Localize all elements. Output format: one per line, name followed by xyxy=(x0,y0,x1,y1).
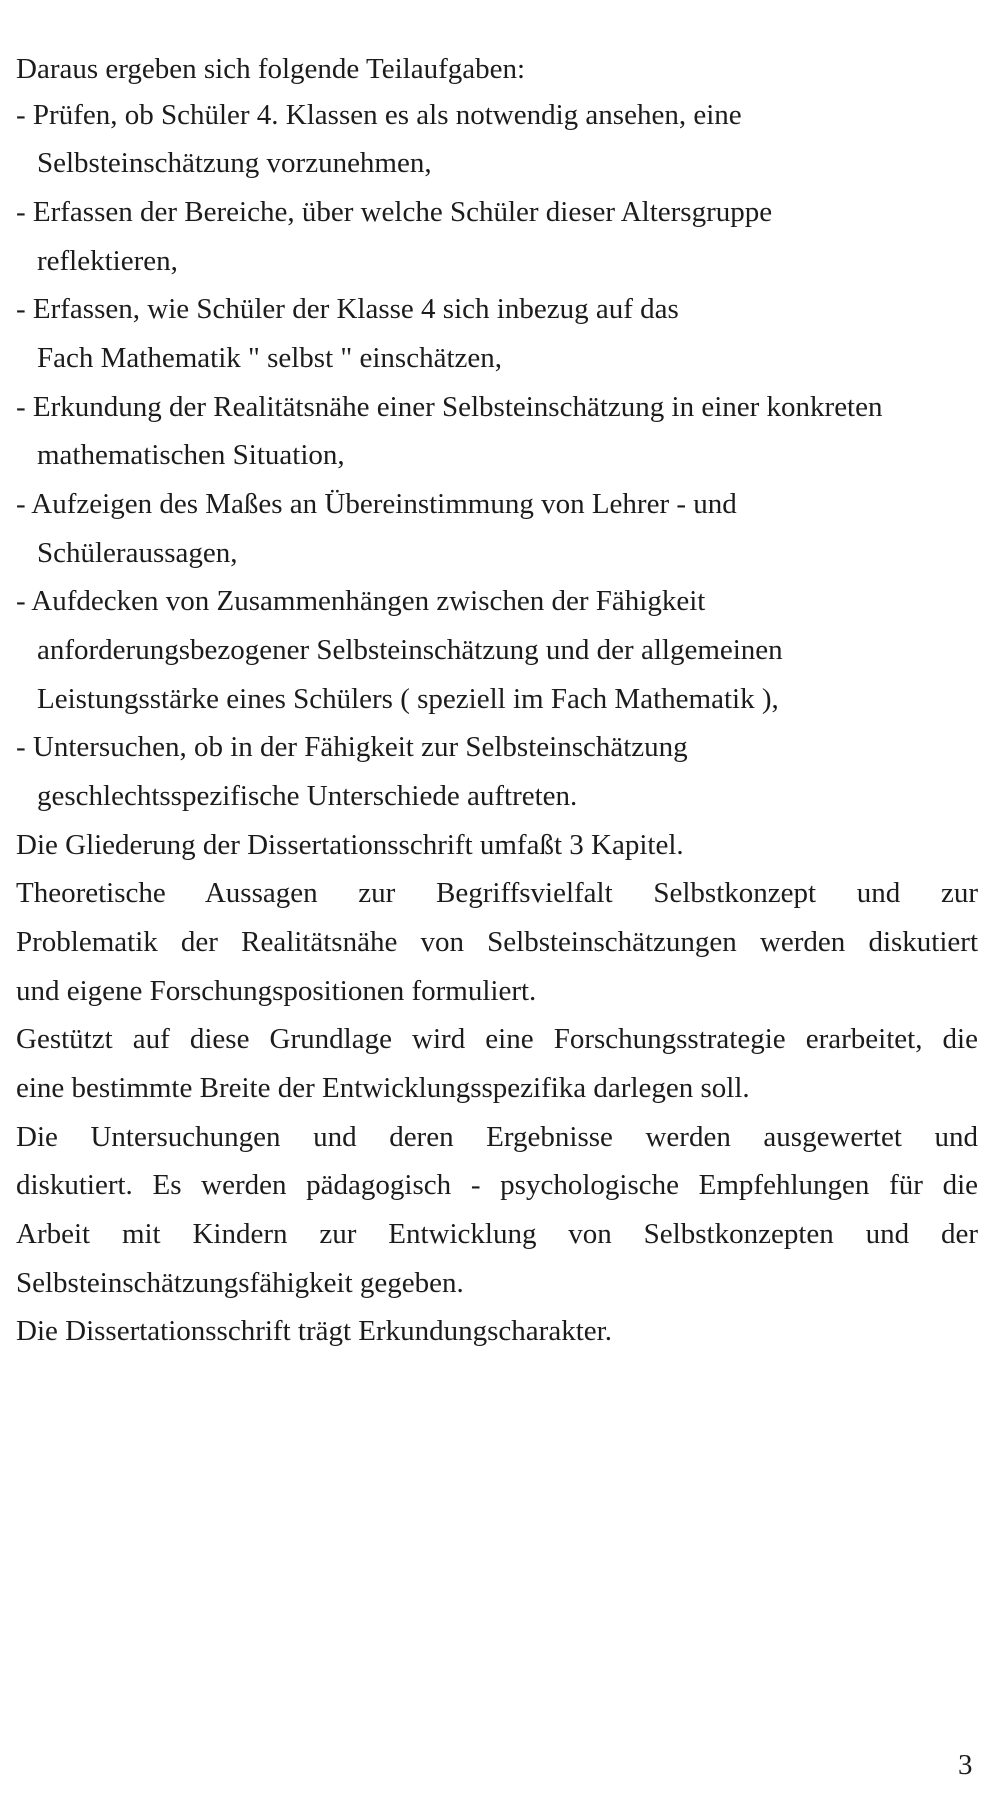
paragraph-line: Problematik der Realitätsnähe von Selbsteinschätzungen werden diskutiert xyxy=(16,926,978,958)
task-line-continued: geschlechtsspezifische Unterschiede auftreten. xyxy=(37,780,578,812)
paragraph-line: Arbeit mit Kindern zur Entwicklung von Selbstkonzepten und der xyxy=(16,1218,978,1250)
task-line-continued: Selbsteinschätzung vorzunehmen, xyxy=(37,147,432,179)
task-line: - Prüfen, ob Schüler 4. Klassen es als notwendig ansehen, eine xyxy=(16,99,742,131)
task-line: - Erfassen der Bereiche, über welche Schüler dieser Altersgruppe xyxy=(16,196,773,228)
paragraph-line: Gestützt auf diese Grundlage wird eine Forschungsstrategie erarbeitet, die xyxy=(16,1023,978,1055)
intro-line: Daraus ergeben sich folgende Teilaufgaben: xyxy=(16,53,526,85)
task-line-continued: reflektieren, xyxy=(37,245,178,277)
task-line: - Aufdecken von Zusammenhängen zwischen der Fähigkeit xyxy=(16,585,706,617)
task-line: - Aufzeigen des Maßes an Übereinstimmung von Lehrer - und xyxy=(16,488,737,520)
paragraph-line: Die Dissertationsschrift trägt Erkundungscharakter. xyxy=(16,1315,612,1347)
paragraph-line: Selbsteinschätzungsfähigkeit gegeben. xyxy=(16,1267,464,1299)
task-line: - Erkundung der Realitätsnähe einer Selbsteinschätzung in einer konkreten xyxy=(16,391,883,423)
paragraph-line: Die Untersuchungen und deren Ergebnisse werden ausgewertet und xyxy=(16,1121,978,1153)
task-line-continued: Fach Mathematik " selbst " einschätzen, xyxy=(37,342,502,374)
paragraph-line: eine bestimmte Breite der Entwicklungsspezifika darlegen soll. xyxy=(16,1072,750,1104)
task-line-continued: Schüleraussagen, xyxy=(37,537,238,569)
task-line-continued: Leistungsstärke eines Schülers ( speziell im Fach Mathematik ), xyxy=(37,683,779,715)
task-line: - Untersuchen, ob in der Fähigkeit zur Selbsteinschätzung xyxy=(16,731,688,763)
page-number: 3 xyxy=(958,1749,973,1781)
paragraph-line: Die Gliederung der Dissertationsschrift umfaßt 3 Kapitel. xyxy=(16,829,684,861)
paragraph-line: und eigene Forschungspositionen formuliert. xyxy=(16,975,537,1007)
task-line-continued: mathematischen Situation, xyxy=(37,439,345,471)
task-line: - Erfassen, wie Schüler der Klasse 4 sich inbezug auf das xyxy=(16,293,679,325)
paragraph-line: diskutiert. Es werden pädagogisch - psychologische Empfehlungen für die xyxy=(16,1169,978,1201)
task-line-continued: anforderungsbezogener Selbsteinschätzung und der allgemeinen xyxy=(37,634,783,666)
paragraph-line: Theoretische Aussagen zur Begriffsvielfalt Selbstkonzept und zur xyxy=(16,877,978,909)
